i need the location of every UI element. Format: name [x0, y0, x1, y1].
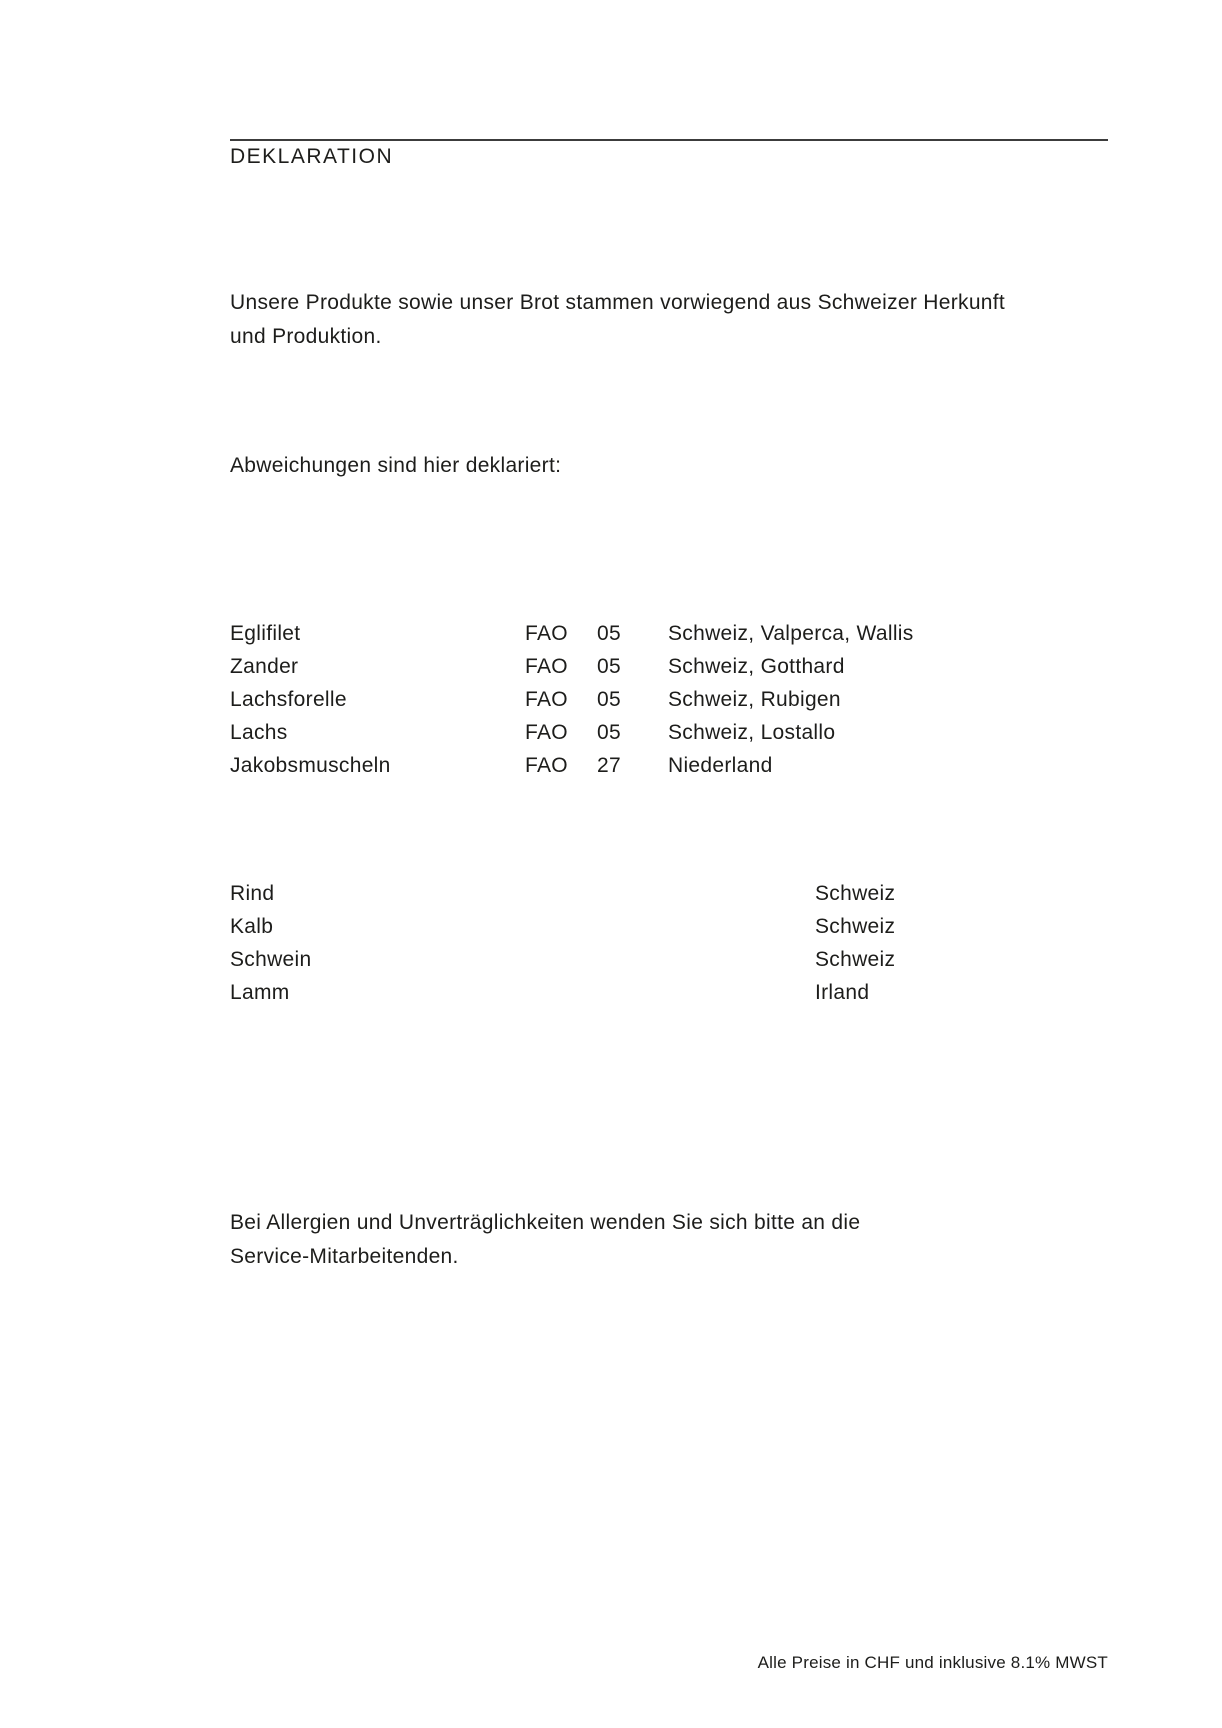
intro-paragraph	[230, 286, 1005, 354]
allergy-line-2: Service-Mitarbeitenden.	[230, 1245, 459, 1268]
meat-origin: Schweiz	[815, 948, 896, 971]
table-row	[230, 749, 914, 782]
fao-code: 27	[597, 754, 621, 777]
intro-line-2: und Produktion.	[230, 325, 382, 348]
page-title: DEKLARATION	[230, 145, 394, 168]
meat-origin: Schweiz	[815, 882, 896, 905]
fao-label: FAO	[525, 622, 568, 645]
fao-label: FAO	[525, 655, 568, 678]
fao-code: 05	[597, 688, 621, 711]
header-rule	[230, 139, 1108, 141]
fish-name: Lachs	[230, 721, 288, 744]
allergy-line-1: Bei Allergien und Unverträglichkeiten wenden Sie sich bitte an die	[230, 1211, 861, 1234]
allergy-note	[230, 1206, 860, 1274]
price-vat-note: Alle Preise in CHF und inklusive 8.1% MWST	[757, 1653, 1108, 1672]
table-row	[230, 650, 914, 683]
table-row	[230, 976, 895, 1009]
fao-code: 05	[597, 655, 621, 678]
fish-name: Zander	[230, 655, 299, 678]
fish-origin: Schweiz, Gotthard	[668, 655, 845, 678]
intro-line-1: Unsere Produkte sowie unser Brot stammen vorwiegend aus Schweizer Herkunft	[230, 291, 1006, 314]
meat-name: Kalb	[230, 915, 274, 938]
fao-label: FAO	[525, 754, 568, 777]
fao-code: 05	[597, 622, 621, 645]
fish-name: Lachsforelle	[230, 688, 347, 711]
table-row	[230, 910, 895, 943]
fish-name: Eglifilet	[230, 622, 301, 645]
table-row	[230, 943, 895, 976]
fish-declaration-table	[230, 617, 914, 782]
fao-label: FAO	[525, 688, 568, 711]
table-row	[230, 716, 914, 749]
meat-declaration-table	[230, 877, 895, 1009]
meat-name: Lamm	[230, 981, 290, 1004]
fao-label: FAO	[525, 721, 568, 744]
fish-origin: Schweiz, Rubigen	[668, 688, 841, 711]
meat-name: Schwein	[230, 948, 312, 971]
fish-origin: Schweiz, Lostallo	[668, 721, 836, 744]
table-row	[230, 877, 895, 910]
meat-origin: Schweiz	[815, 915, 896, 938]
declaration-note: Abweichungen sind hier deklariert:	[230, 454, 562, 477]
fish-name: Jakobsmuscheln	[230, 754, 391, 777]
table-row	[230, 617, 914, 650]
meat-name: Rind	[230, 882, 275, 905]
fish-origin: Schweiz, Valperca, Wallis	[668, 622, 914, 645]
fish-origin: Niederland	[668, 754, 773, 777]
meat-origin: Irland	[815, 981, 870, 1004]
fao-code: 05	[597, 721, 621, 744]
table-row	[230, 683, 914, 716]
